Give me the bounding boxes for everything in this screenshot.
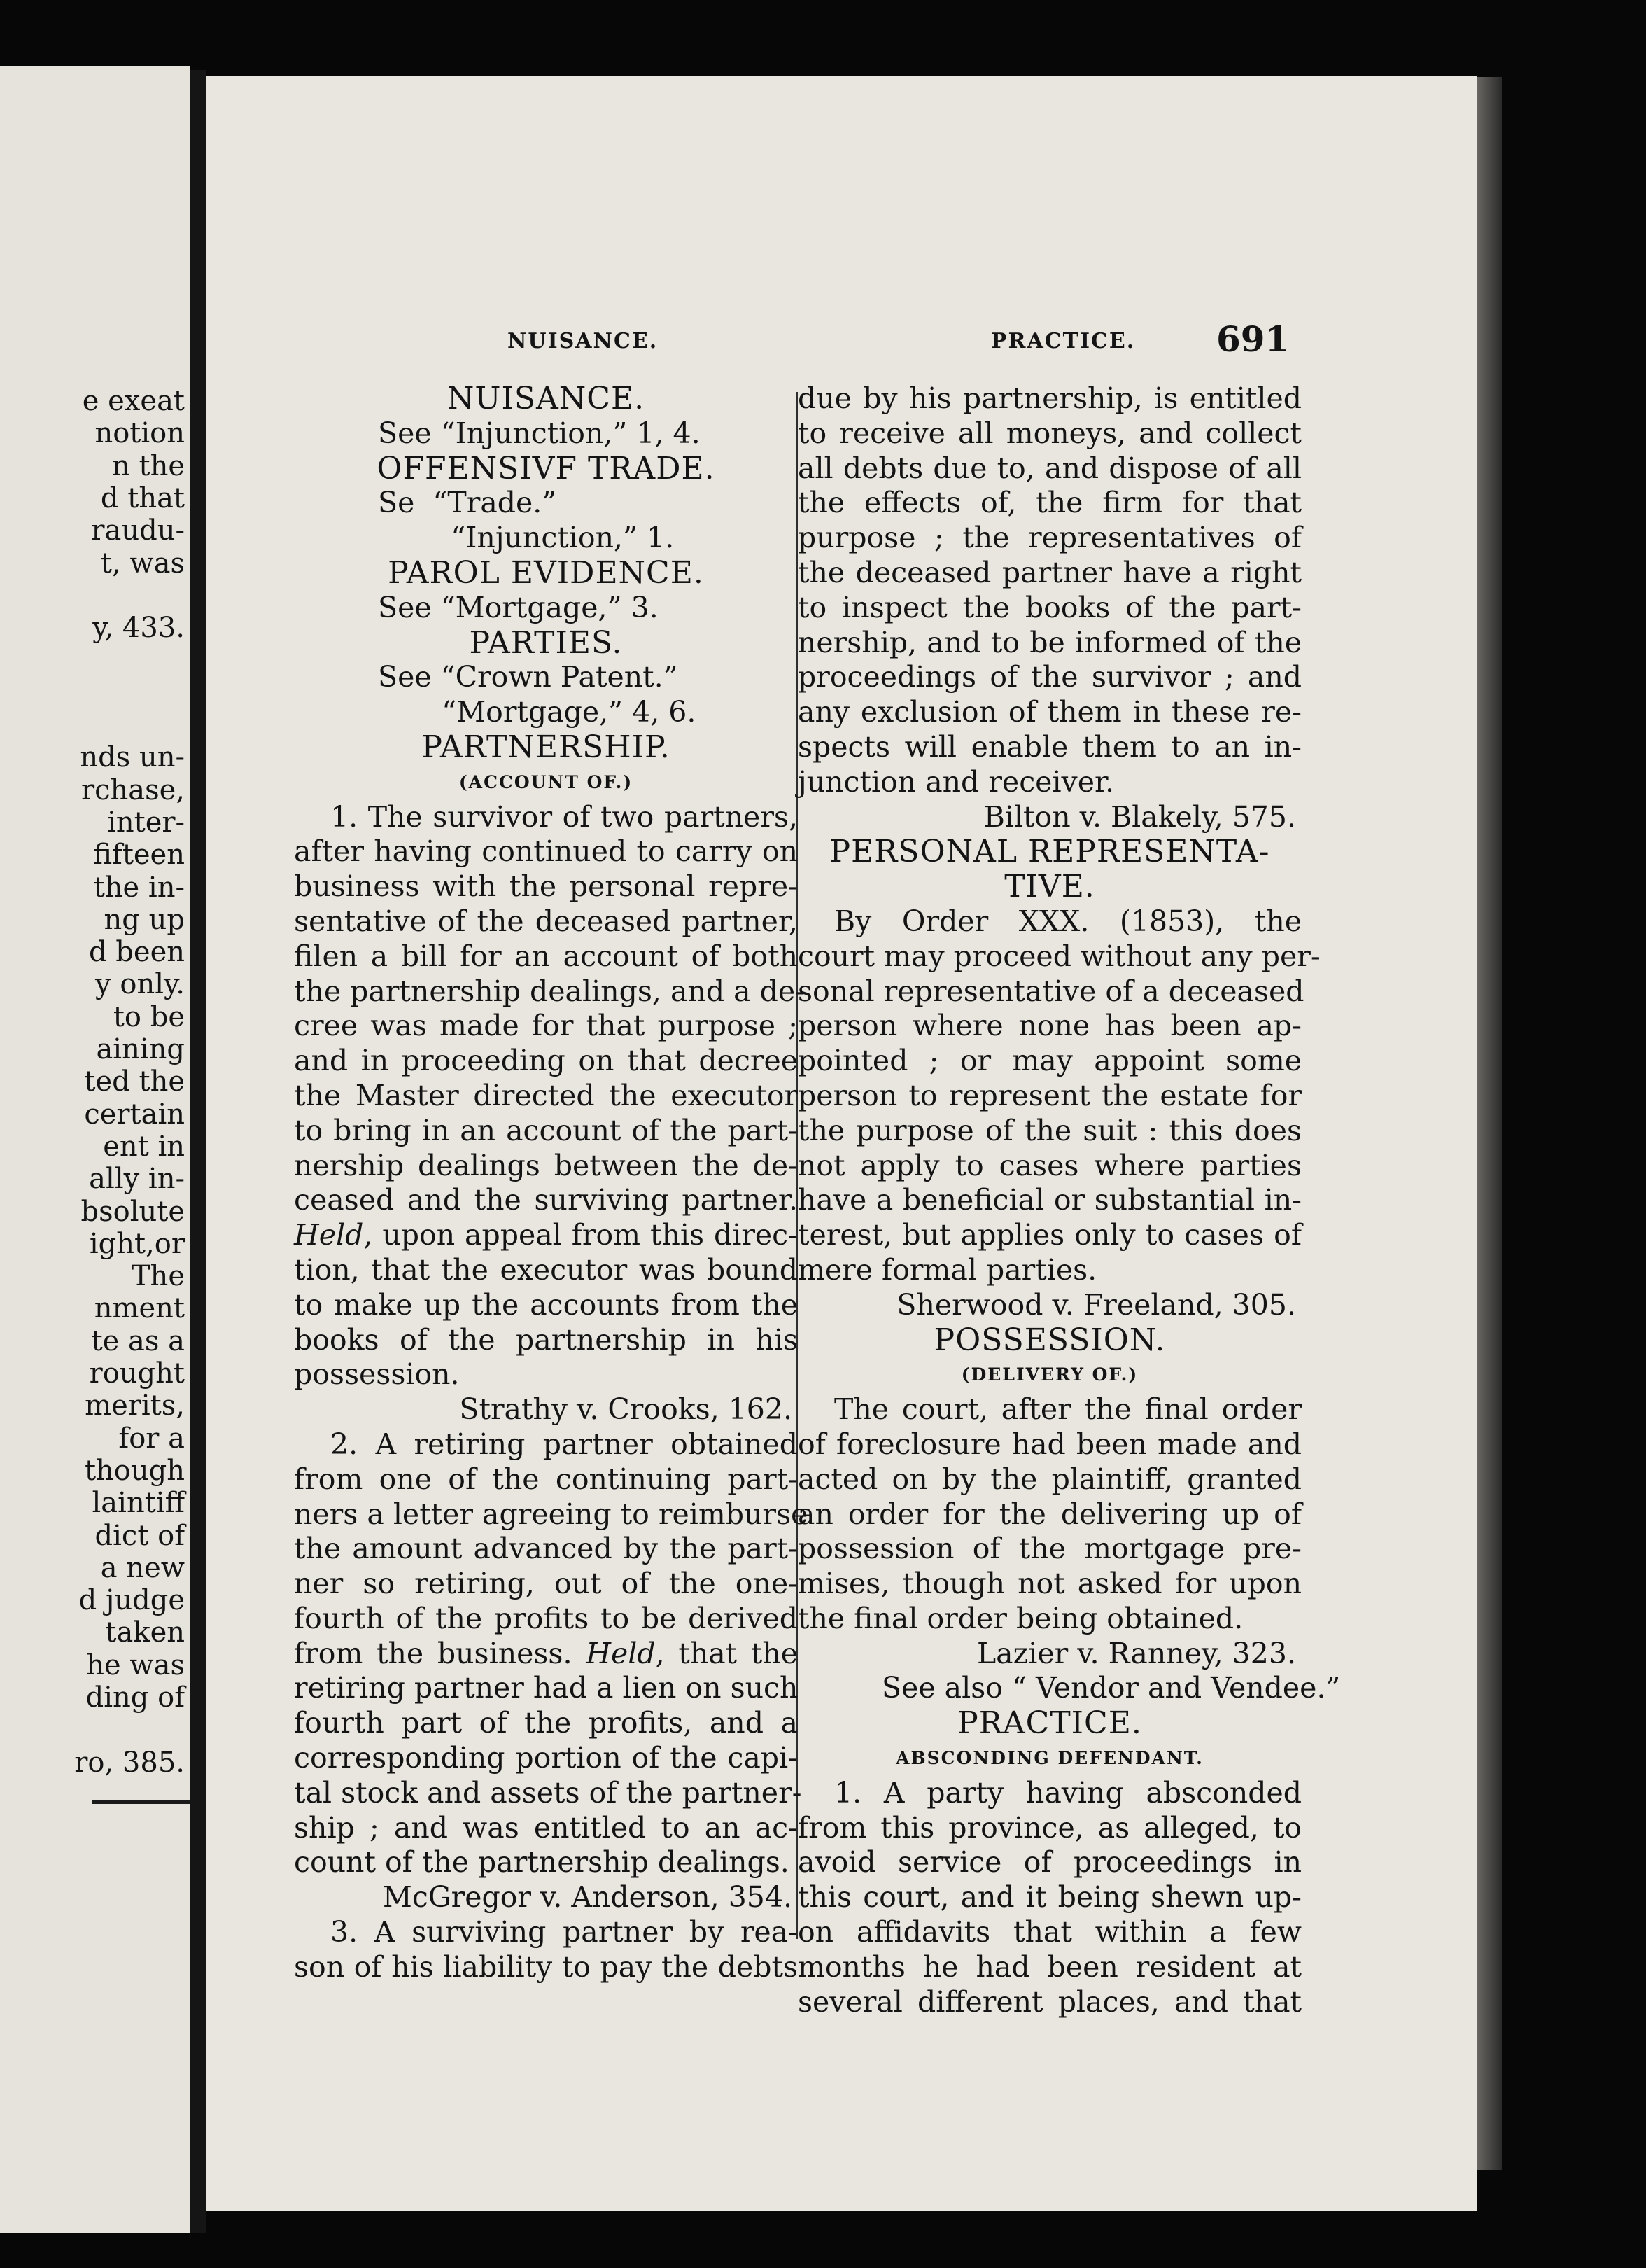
- text-line: purpose ; the representatives of: [798, 521, 1302, 555]
- previous-page-line: rchase,: [80, 774, 185, 806]
- previous-page-line: taken: [105, 1616, 185, 1649]
- text-line: the partnership dealings, and a de-: [294, 974, 805, 1008]
- previous-page-line: ally in-: [89, 1163, 185, 1196]
- text-line: count of the partnership dealings.: [294, 1845, 789, 1879]
- text-line: The court, after the final order: [834, 1392, 1302, 1427]
- text-line: this court, and it being shewn up-: [798, 1880, 1302, 1914]
- previous-page-line: the in-: [93, 871, 185, 904]
- text-line: nership, and to be informed of the: [798, 625, 1302, 659]
- previous-page-line: for a: [118, 1422, 185, 1455]
- text-line: By Order XXX. (1853), the: [834, 904, 1302, 938]
- text-line: all debts due to, and dispose of all: [798, 451, 1302, 485]
- previous-page-line: rought: [89, 1357, 185, 1390]
- text-line: spects will enable them to an in-: [798, 729, 1302, 764]
- text-line: the effects of, the firm for that: [798, 486, 1302, 520]
- text-line: person where none has been ap-: [798, 1009, 1302, 1043]
- previous-page-line: nment: [94, 1292, 185, 1325]
- previous-page-line: raudu-: [91, 514, 185, 547]
- text-line: acted on by the plaintiff, granted: [798, 1462, 1302, 1496]
- text-line: tal stock and assets of the partner-: [294, 1775, 802, 1809]
- cross-reference: See “Injunction,” 1, 4.: [378, 416, 701, 450]
- text-line: the Master directed the executor: [294, 1078, 798, 1112]
- previous-page-line: d judge: [78, 1584, 185, 1617]
- cross-reference: See “Crown Patent.”: [378, 660, 678, 694]
- text-line: ners a letter agreeing to reimburse: [294, 1497, 808, 1531]
- text-line: not apply to cases where parties: [798, 1148, 1302, 1182]
- previous-page-line: though: [84, 1454, 185, 1487]
- previous-page-line: n the: [112, 449, 185, 482]
- text-line: the purpose of the suit : this does: [798, 1113, 1302, 1147]
- cross-reference: “Mortgage,” 4, 6.: [378, 695, 696, 729]
- section-heading: OFFENSIVF TRADE.: [377, 450, 715, 486]
- text-line: tion, that the executor was bound: [294, 1252, 798, 1287]
- right-column: [798, 382, 1341, 2019]
- previous-page-line: e exeat: [82, 385, 185, 417]
- previous-page-line: ng up: [104, 903, 185, 936]
- previous-page-line: y only.: [95, 968, 185, 1001]
- case-citation: McGregor v. Anderson, 354.: [382, 1880, 792, 1914]
- text-line: sonal representative of a deceased: [798, 974, 1304, 1008]
- case-citation: Lazier v. Ranney, 323.: [976, 1636, 1296, 1670]
- text-line: terest, but applies only to cases of: [798, 1218, 1302, 1252]
- section-subheading: (DELIVERY OF.): [961, 1364, 1139, 1385]
- text-line: an order for the delivering up of: [798, 1497, 1302, 1531]
- text-line: business with the personal repre-: [294, 869, 798, 904]
- page-edge: [1477, 77, 1502, 2170]
- previous-page-line: laintiff: [92, 1487, 185, 1520]
- text-line: Held, upon appeal from this direc-: [294, 1218, 798, 1252]
- left-column: [294, 381, 808, 1985]
- previous-page-line: nds un-: [80, 741, 185, 774]
- previous-page-line: te as a: [91, 1324, 185, 1357]
- text-line: ship ; and was entitled to an ac-: [294, 1810, 798, 1844]
- previous-page-line: t, was: [100, 547, 185, 580]
- previous-page-fragment: [0, 66, 190, 2233]
- text-line: son of his liability to pay the debts: [294, 1949, 798, 1984]
- text-line: on affidavits that within a few: [798, 1915, 1302, 1949]
- text-line: retiring partner had a lien on such: [294, 1671, 799, 1705]
- section-heading: PAROL EVIDENCE.: [388, 554, 704, 591]
- cross-reference: See also “ Vendor and Vendee.”: [882, 1671, 1341, 1705]
- previous-page-line: inter-: [107, 806, 185, 839]
- text-line: court may proceed without any per-: [798, 939, 1321, 973]
- cross-reference: Se “Trade.”: [378, 486, 557, 520]
- section-heading: PARTNERSHIP.: [421, 729, 670, 765]
- section-subheading: ABSCONDING DEFENDANT.: [896, 1748, 1204, 1769]
- running-header-right: PRACTICE.: [991, 329, 1136, 354]
- text-line: possession.: [294, 1357, 460, 1392]
- text-line: after having continued to carry on: [294, 834, 798, 869]
- section-heading: PARTIES.: [469, 624, 623, 661]
- case-citation: Bilton v. Blakely, 575.: [983, 799, 1296, 834]
- text-line: any exclusion of them in these re-: [798, 695, 1302, 729]
- text-line: from one of the continuing part-: [294, 1462, 798, 1496]
- section-heading: POSSESSION.: [934, 1322, 1166, 1358]
- previous-page-line: ight,or: [89, 1227, 185, 1260]
- text-line: to bring in an account of the part-: [294, 1113, 798, 1147]
- previous-page-line: bsolute: [80, 1195, 185, 1228]
- text-line: avoid service of proceedings in: [798, 1845, 1302, 1879]
- text-line: have a beneficial or substantial in-: [798, 1183, 1302, 1217]
- previous-page-line: d that: [100, 482, 185, 514]
- book-gutter: [190, 70, 206, 2233]
- text-line: books of the partnership in his: [294, 1322, 798, 1357]
- text-line: ner so retiring, out of the one-: [294, 1567, 798, 1601]
- text-line: person to represent the estate for: [798, 1078, 1302, 1112]
- text-line: 3. A surviving partner by rea-: [330, 1915, 798, 1949]
- text-line: sentative of the deceased partner,: [294, 904, 798, 938]
- cross-reference: See “Mortgage,” 3.: [378, 590, 659, 624]
- text-line: to make up the accounts from the: [294, 1287, 798, 1322]
- section-heading: PRACTICE.: [957, 1705, 1142, 1742]
- case-citation: Sherwood v. Freeland, 305.: [896, 1287, 1296, 1322]
- text-line: fourth part of the profits, and a: [294, 1706, 798, 1740]
- previous-page-line: a new: [100, 1551, 185, 1584]
- previous-page-line: to be: [113, 1000, 185, 1033]
- text-line: mere formal parties.: [798, 1252, 1097, 1287]
- previous-page-line: ted the: [84, 1065, 185, 1098]
- text-line: due by his partnership, is entitled: [798, 382, 1302, 415]
- text-line: from this province, as alleged, to: [798, 1810, 1302, 1844]
- previous-page-line: ding of: [85, 1681, 185, 1714]
- text-line: to inspect the books of the part-: [798, 590, 1302, 624]
- previous-page-line: ro, 385.: [74, 1746, 185, 1779]
- text-line: 1. A party having absconded: [834, 1775, 1302, 1809]
- text-line: from the business. Held, that the: [294, 1636, 798, 1670]
- text-line: fourth of the profits to be derived: [294, 1601, 798, 1635]
- text-line: cree was made for that purpose ;: [294, 1009, 798, 1043]
- running-header-left: NUISANCE.: [507, 329, 659, 354]
- text-line: the final order being obtained.: [798, 1601, 1244, 1635]
- section-heading: PERSONAL REPRESENTA-: [829, 834, 1270, 870]
- previous-page-line: certain: [84, 1098, 185, 1130]
- previous-page-line: dict of: [94, 1519, 185, 1552]
- text-line: proceedings of the survivor ; and: [798, 660, 1302, 694]
- text-line: and in proceeding on that decree: [294, 1044, 798, 1078]
- cross-reference: “Injunction,” 1.: [378, 521, 675, 555]
- text-line: possession of the mortgage pre-: [798, 1532, 1302, 1566]
- text-line: filen a bill for an account of both: [294, 939, 798, 973]
- text-line: 2. A retiring partner obtained: [330, 1427, 798, 1461]
- page-number: 691: [1216, 318, 1290, 360]
- case-citation: Strathy v. Crooks, 162.: [459, 1392, 792, 1427]
- previous-page-line: y, 433.: [92, 612, 185, 645]
- previous-page-line: merits,: [85, 1390, 185, 1422]
- text-line: the amount advanced by the part-: [294, 1532, 798, 1566]
- previous-page-rule: [92, 1800, 190, 1804]
- text-line: 1. The survivor of two partners,: [330, 799, 798, 834]
- text-line: corresponding portion of the capi-: [294, 1741, 798, 1775]
- text-line: pointed ; or may appoint some: [798, 1044, 1302, 1078]
- previous-page-line: aining: [96, 1033, 185, 1065]
- text-line: ceased and the surviving partner.: [294, 1183, 798, 1217]
- text-line: mises, though not asked for upon: [798, 1567, 1302, 1601]
- text-line: the deceased partner have a right: [798, 555, 1302, 589]
- text-line: several different places, and that: [798, 1984, 1302, 2019]
- section-heading: TIVE.: [1004, 869, 1095, 905]
- text-line: junction and receiver.: [798, 764, 1115, 799]
- section-subheading: (ACCOUNT OF.): [458, 771, 633, 792]
- previous-page-line: ent in: [103, 1130, 185, 1163]
- previous-page-line: d been: [88, 936, 185, 969]
- previous-page-line: he was: [86, 1648, 185, 1681]
- text-line: months he had been resident at: [798, 1949, 1302, 1984]
- previous-page-line: The: [131, 1260, 185, 1293]
- previous-page-line: fifteen: [93, 839, 185, 872]
- section-heading: NUISANCE.: [446, 381, 645, 416]
- text-line: to receive all moneys, and collect: [798, 416, 1302, 450]
- previous-page-line: notion: [94, 417, 185, 450]
- text-line: of foreclosure had been made and: [798, 1427, 1302, 1461]
- text-line: nership dealings between the de-: [294, 1148, 798, 1182]
